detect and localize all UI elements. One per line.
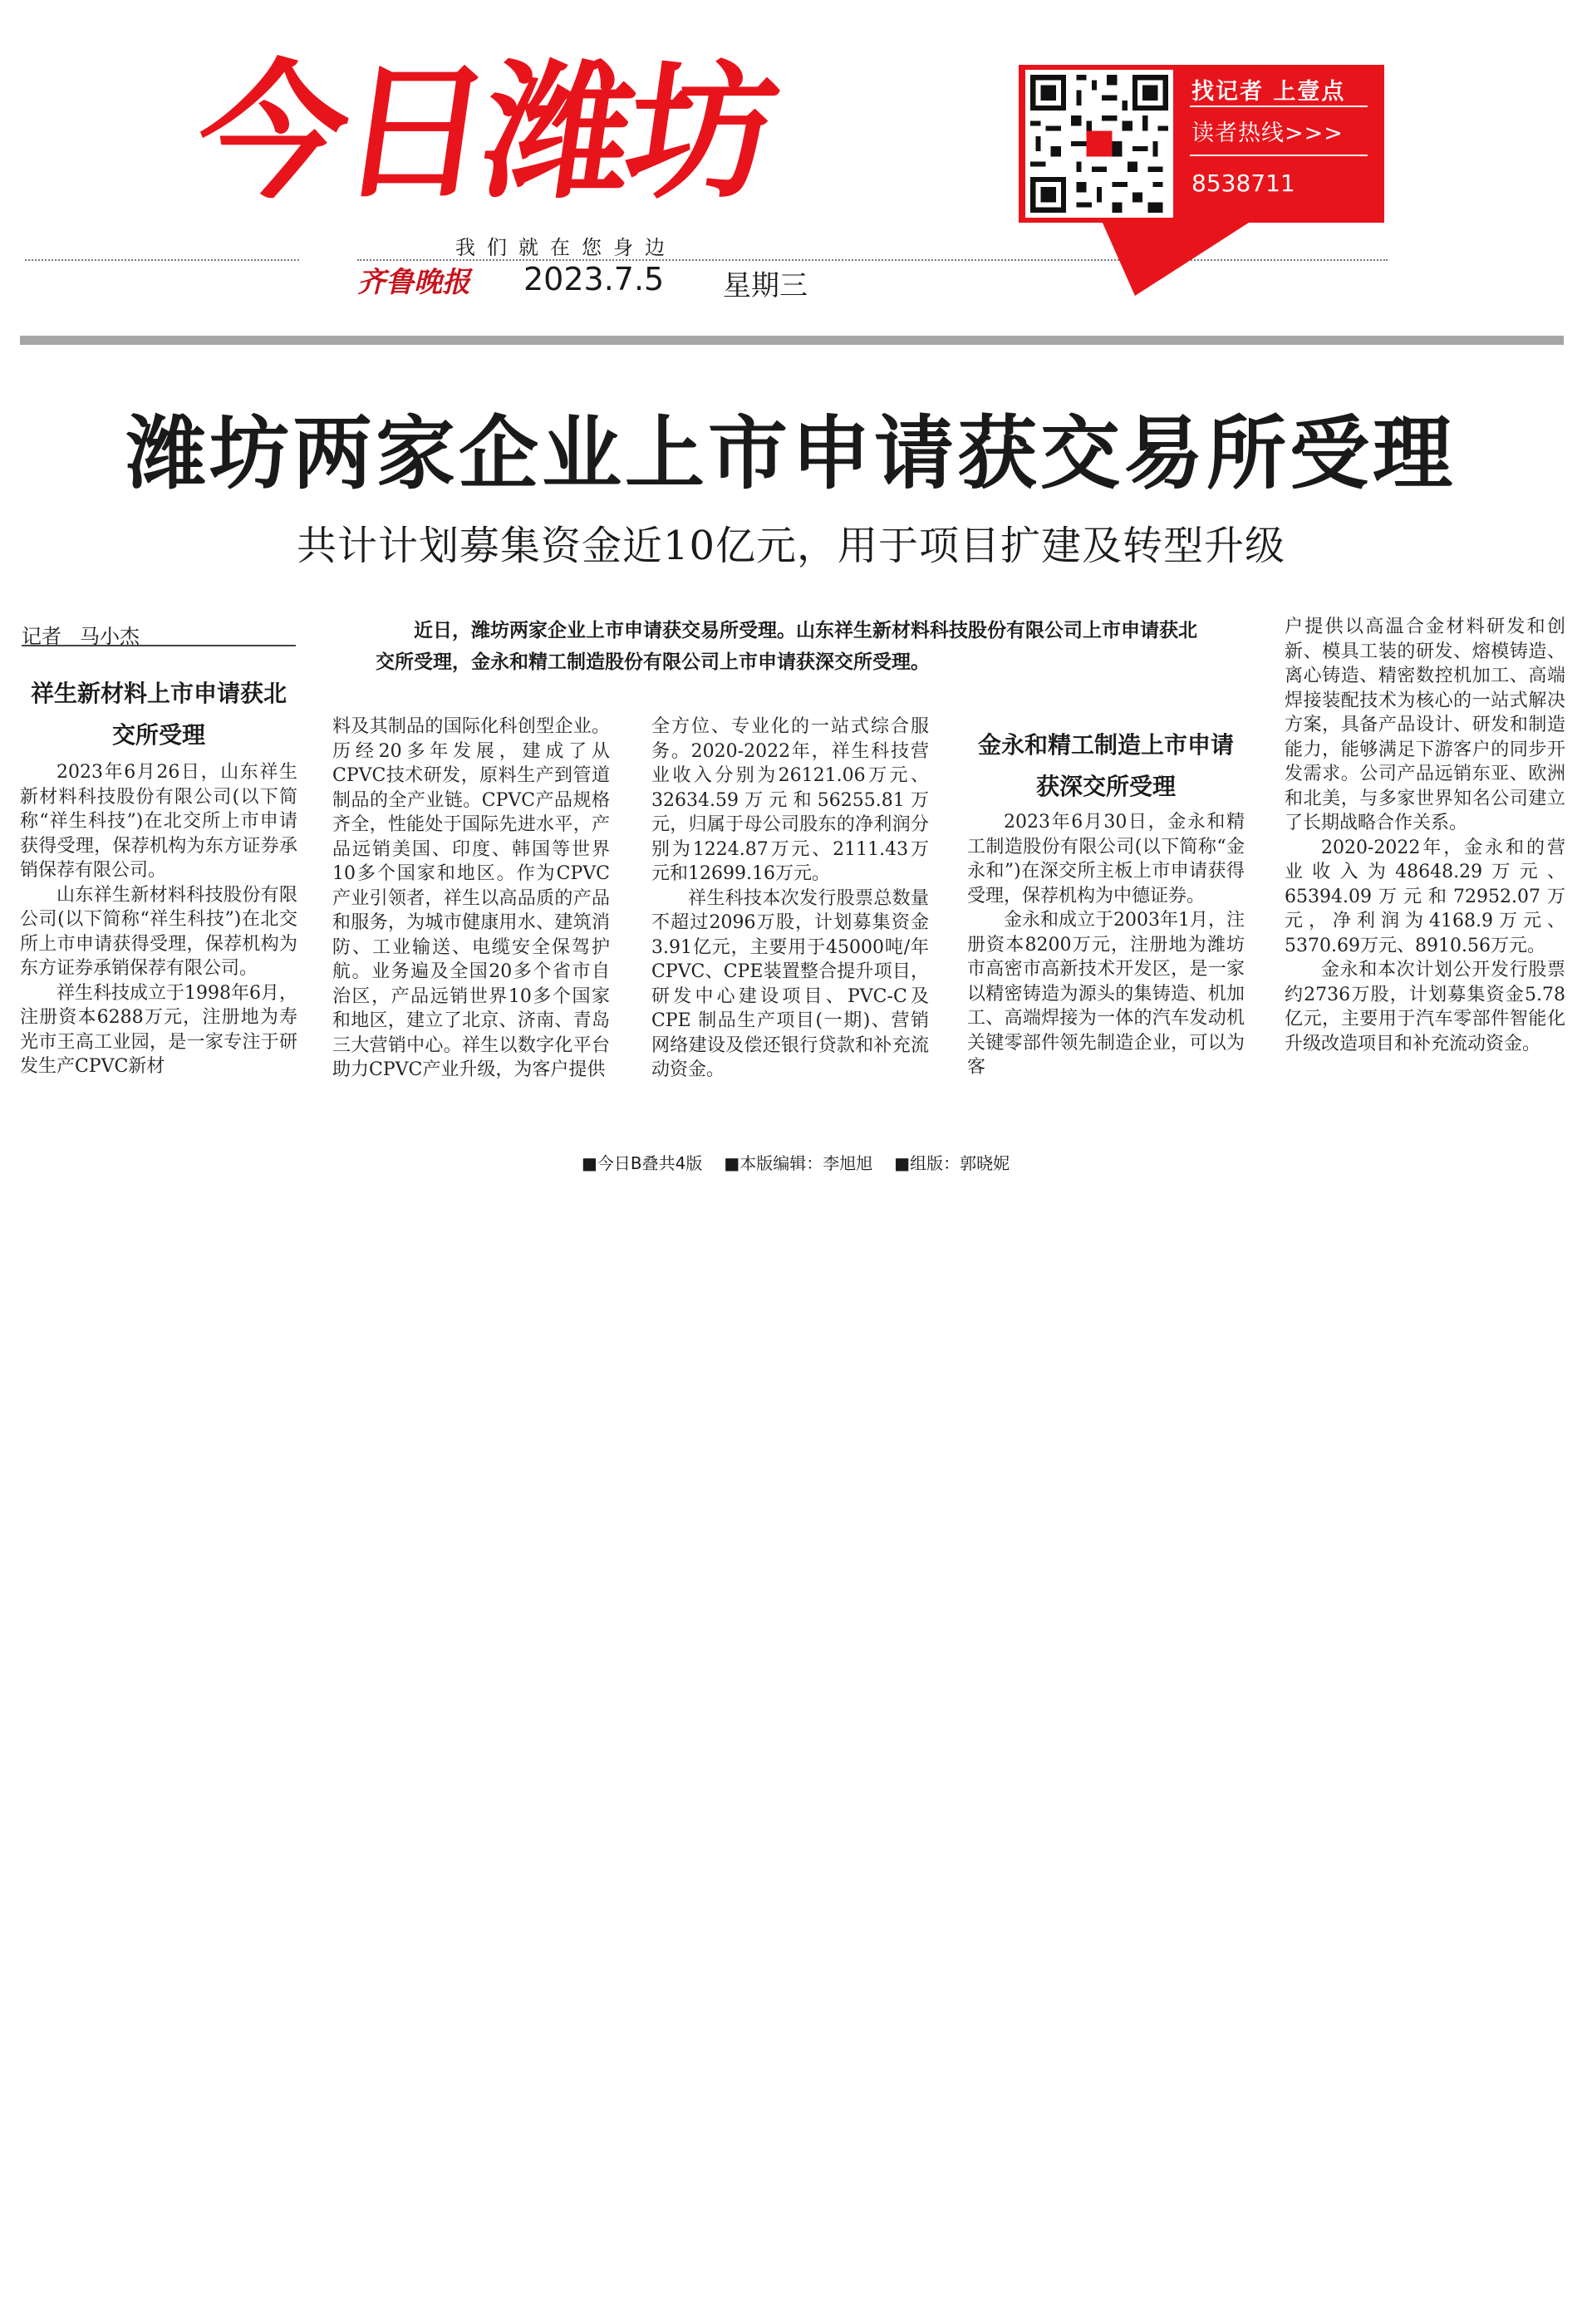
issue-date: 2023.7.5 [523, 261, 665, 297]
paragraph: 户提供以高温合金材料研发和创新、模具工装的研发、熔模铸造、离心铸造、精密数控机加工、高端焊接装配技术为核心的一站式解决方案，具备产品设计、研发和制造能力，能够满足下游客户的同步开发需求。公司产品远销东亚、欧洲和北美，与多家世界知名公司建立了长期战略合作关系。 [1285, 617, 1565, 833]
section-heading-xiangsheng: 祥生新材料上市申请获北交所受理 [30, 680, 287, 749]
promo-separator [1190, 155, 1368, 156]
footer-pages: ■今日B叠共4版 [582, 1153, 703, 1173]
section-heading-jinyonghe: 金永和精工制造上市申请获深交所受理 [977, 731, 1234, 800]
article-lead: 近日，潍坊两家企业上市申请获交易所受理。山东祥生新材料科技股份有限公司上市申请获北交所受理，金永和精工制造股份有限公司上市申请获深交所受理。 [376, 619, 1197, 673]
article-column-1 [20, 760, 297, 1079]
footer-layout: ■组版：郭晓妮 [894, 1153, 1010, 1173]
footer-editor: ■本版编辑：李旭旭 [724, 1153, 873, 1173]
paragraph: 料及其制品的国际化科创型企业。历经20多年发展，建成了从CPVC技术研发，原料生产到管道制品的全产业链。CPVC产品规格齐全，性能处于国际先进水平，产品远销美国、印度、韩国等世界10多个国家和地区。作为CPVC产业引领者，祥生以高品质的产品和服务，为城市健康用水、建筑消防、工业输送、电缆安全保驾护航。业务遍及全国20多个省市自治区，产品远销世界10多个国家和地区，建立了北京、济南、青岛三大营销中心。祥生以数字化平台助力CPVC产业升级，为客户提供 [332, 716, 610, 1080]
paper-name-logo: 齐鲁晚报 [357, 266, 470, 299]
paragraph: 2023年6月26日，山东祥生新材料科技股份有限公司(以下简称“祥生科技”)在北交所上市申请获得受理，保荐机构为东方证券承销保荐有限公司。 [20, 762, 297, 881]
paragraph: 2020-2022年，金永和的营业收入为48648.29万元、65394.09万元和72952.07万元，净利润为4168.9万元、5370.69万元、8910.56万元。 [1285, 837, 1565, 956]
byline-underline [22, 645, 296, 646]
article-column-3 [651, 715, 929, 1083]
paragraph: 祥生科技成立于1998年6月，注册资本6288万元，注册地为寿光市王高工业园，是一家专注于研发生产CPVC新材 [20, 982, 297, 1077]
paragraph: 2023年6月30日，金永和精工制造股份有限公司(以下简称“金永和”)在深交所主板上市申请获得受理，保荐机构为中德证券。 [967, 812, 1245, 907]
paragraph: 山东祥生新材料科技股份有限公司(以下简称“祥生科技”)在北交所上市申请获得受理，保荐机构为东方证券承销保荐有限公司。 [20, 884, 297, 979]
section-rule [20, 336, 1564, 345]
paragraph: 全方位、专业化的一站式综合服务。2020-2022年，祥生科技营业收入分别为26121.06万元、32634.59万元和56255.81万元，归属于母公司股东的净利润分别为1224.87万元、2111.43万元和12699.16万元。 [651, 716, 929, 884]
qr-code-icon[interactable] [1025, 70, 1173, 218]
article-subheadline: 共计计划募集资金近10亿元，用于项目扩建及转型升级 [296, 523, 1286, 569]
article-column-2 [332, 715, 610, 1083]
paragraph: 金永和成立于2003年1月，注册资本8200万元，注册地为潍坊市高密市高新技术开发区，是一家以精密铸造为源头的集铸造、机加工、高端焊接为一体的汽车发动机关键零部件领先制造企业，可以为客 [967, 910, 1245, 1078]
promo-line-hotline-label: 读者热线>>> [1191, 120, 1344, 146]
speech-bubble-tail [1102, 221, 1251, 296]
paragraph: 金永和本次计划公开发行股票约2736万股，计划募集资金5.78亿元，主要用于汽车零部件智能化升级改造项目和补充流动资金。 [1285, 960, 1565, 1054]
article-headline: 潍坊两家企业上市申请获交易所受理 [126, 406, 1456, 500]
byline-role: 记者 [22, 625, 61, 648]
masthead-divider-left [25, 259, 299, 261]
promo-line-find-reporter: 找记者 上壹点 [1191, 79, 1346, 105]
byline-name: 马小杰 [80, 625, 140, 648]
masthead-logo: 今日潍坊 [187, 47, 784, 219]
masthead-slogan: 我们就在您身边 [455, 236, 676, 259]
paragraph: 祥生科技本次发行股票总数量不超过2096万股，计划募集资金3.91亿元，主要用于45000吨/年CPVC、CPE装置整合提升项目，研发中心建设项目、PVC-C及CPE 制品生产项目(一期)、营销网络建设及偿还银行贷款和补充流动资金。 [651, 887, 929, 1080]
issue-weekday: 星期三 [723, 269, 808, 302]
promo-separator [1190, 106, 1368, 107]
promo-hotline-number: 8538711 [1191, 170, 1295, 197]
article-column-4 [967, 810, 1245, 1080]
article-column-5 [1285, 615, 1565, 1056]
page-footer [582, 1150, 1031, 1174]
